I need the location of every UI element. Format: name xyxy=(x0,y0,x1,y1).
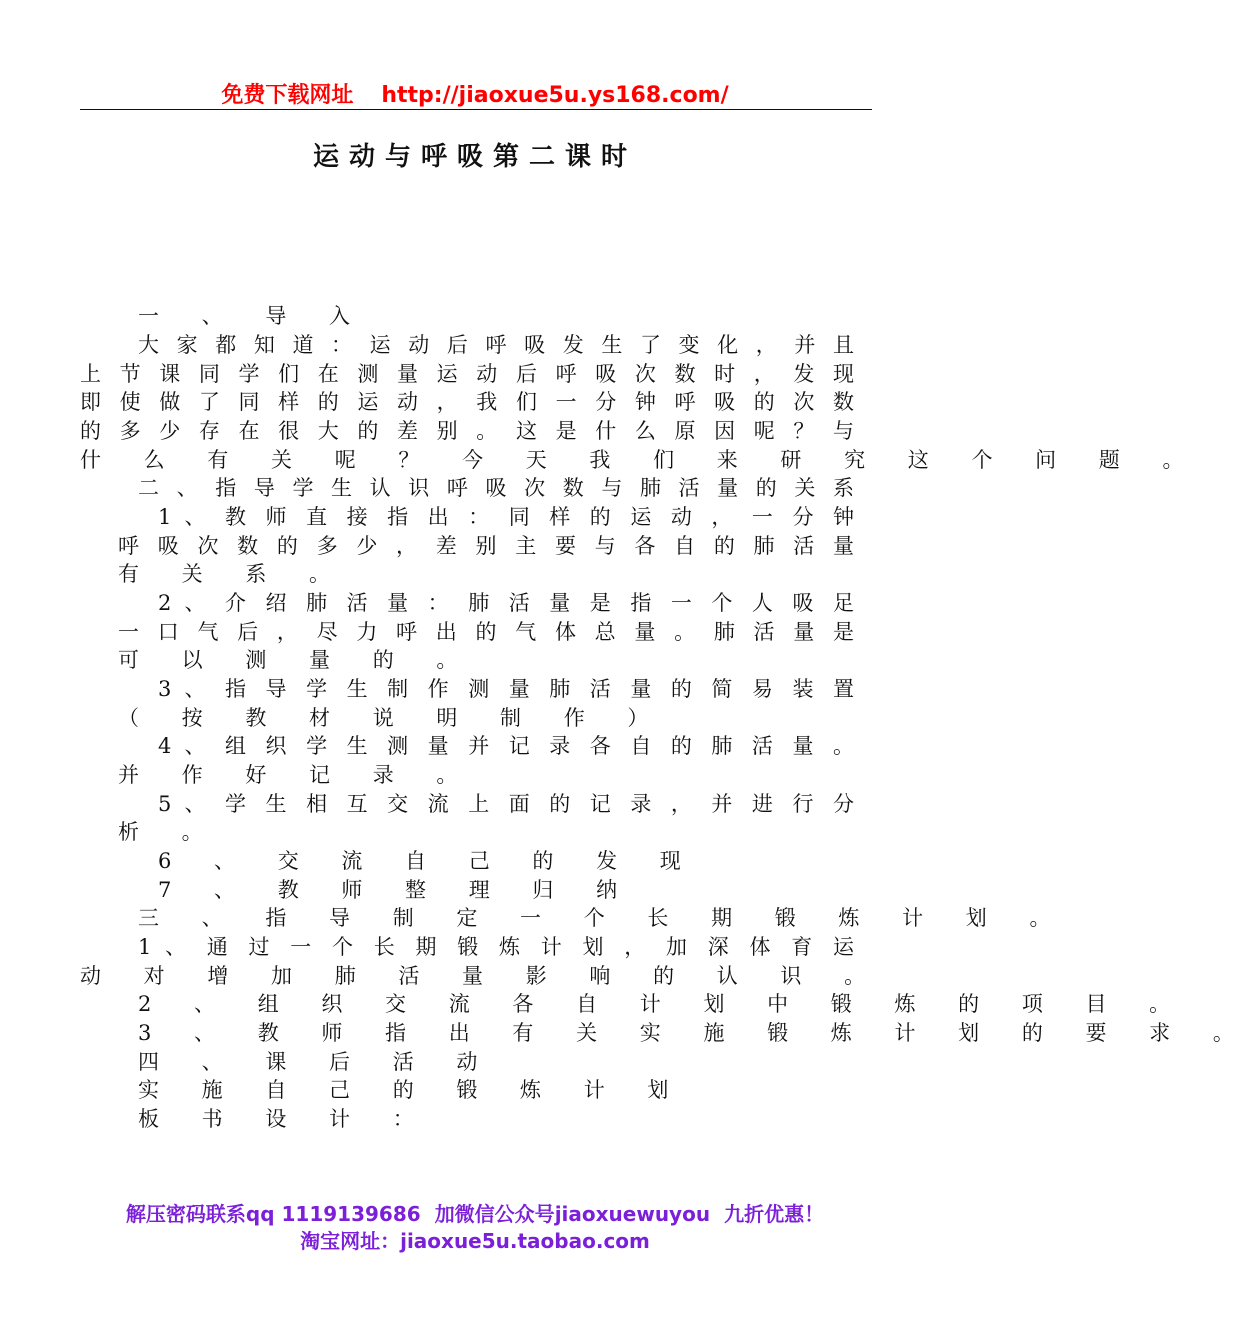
body-line: 2 、 介 绍 肺 活 量 ： 肺 活 量 是 指 一 个 人 吸 足 xyxy=(158,591,854,615)
body-line: 3 、 教 师 指 出 有 关 实 施 锻 炼 计 划 的 要 求 。 xyxy=(138,1021,1252,1045)
footer-qq: qq 1119139686 xyxy=(245,1202,421,1226)
body-line: 1 、 教 师 直 接 指 出 ： 同 样 的 运 动 ， 一 分 钟 xyxy=(158,505,854,529)
download-header xyxy=(0,78,950,109)
body-line: 一 口 气 后 ， 尽 力 呼 出 的 气 体 总 量 。 肺 活 量 是 xyxy=(118,620,854,644)
footer-wechat-id: jiaoxuewuyou xyxy=(554,1202,711,1226)
body-line: 2 、 组 织 交 流 各 自 计 划 中 锻 炼 的 项 目 。 xyxy=(138,992,1189,1016)
header-url-link[interactable]: http://jiaoxue5u.ys168.com/ xyxy=(381,83,729,108)
body-line: 即 使 做 了 同 样 的 运 动 ， 我 们 一 分 钟 呼 吸 的 次 数 xyxy=(80,390,854,414)
body-line: 呼 吸 次 数 的 多 少 ， 差 别 主 要 与 各 自 的 肺 活 量 xyxy=(118,534,854,558)
body-line: 1 、 通 过 一 个 长 期 锻 炼 计 划 ， 加 深 体 育 运 xyxy=(138,935,854,959)
header-divider xyxy=(80,109,872,110)
header-label: 免费下载网址 xyxy=(221,83,354,108)
body-line: 可 以 测 量 的 。 xyxy=(118,648,476,672)
body-line: 实 施 自 己 的 锻 炼 计 划 xyxy=(138,1078,687,1102)
body-line: 二 、 指 导 学 生 认 识 呼 吸 次 数 与 肺 活 量 的 关 系 xyxy=(138,476,854,500)
body-line: 并 作 好 记 录 。 xyxy=(118,763,476,787)
body-line: （ 按 教 材 说 明 制 作 ） xyxy=(118,706,667,730)
body-line: 四 、 课 后 活 动 xyxy=(138,1050,496,1074)
body-line: 三 、 指 导 制 定 一 个 长 期 锻 炼 计 划 。 xyxy=(138,906,1069,930)
body-line: 的 多 少 存 在 很 大 的 差 别 。 这 是 什 么 原 因 呢 ？ 与 xyxy=(80,419,854,443)
body-line: 动 对 增 加 肺 活 量 影 响 的 认 识 。 xyxy=(80,964,884,988)
body-line: 7 、 教 师 整 理 归 纳 xyxy=(158,878,636,902)
page-title: 运动与呼吸第二课时 xyxy=(312,142,637,172)
body-line: 板 书 设 计 ： xyxy=(138,1107,432,1131)
body-line: 3 、 指 导 学 生 制 作 测 量 肺 活 量 的 简 易 装 置 xyxy=(158,677,854,701)
body-line: 有 关 系 。 xyxy=(118,562,349,586)
body-line: 大 家 都 知 道 ： 运 动 后 呼 吸 发 生 了 变 化 ， 并 且 xyxy=(138,333,854,357)
footer-shop-line xyxy=(0,1225,950,1254)
footer-password-label: 解压密码联系 xyxy=(125,1202,246,1226)
body-line: 什 么 有 关 呢 ？ 今 天 我 们 来 研 究 这 个 问 题 。 xyxy=(80,448,1202,472)
footer-shop-url-link[interactable]: jiaoxue5u.taobao.com xyxy=(400,1229,650,1253)
body-line: 一 、 导 入 xyxy=(138,304,369,328)
footer-contact-line xyxy=(0,1198,950,1227)
body-line: 析 。 xyxy=(118,820,221,844)
footer-discount: 九折优惠！ xyxy=(724,1202,825,1226)
body-line: 4 、 组 织 学 生 测 量 并 记 录 各 自 的 肺 活 量 。 xyxy=(158,734,854,758)
footer-wechat-label: 加微信公众号 xyxy=(434,1202,555,1226)
footer-shop-label: 淘宝网址： xyxy=(300,1229,401,1253)
body-line: 6 、 交 流 自 己 的 发 现 xyxy=(158,849,699,873)
body-line: 5 、 学 生 相 互 交 流 上 面 的 记 录 ， 并 进 行 分 xyxy=(158,792,854,816)
body-line: 上 节 课 同 学 们 在 测 量 运 动 后 呼 吸 次 数 时 ， 发 现 xyxy=(80,362,854,386)
